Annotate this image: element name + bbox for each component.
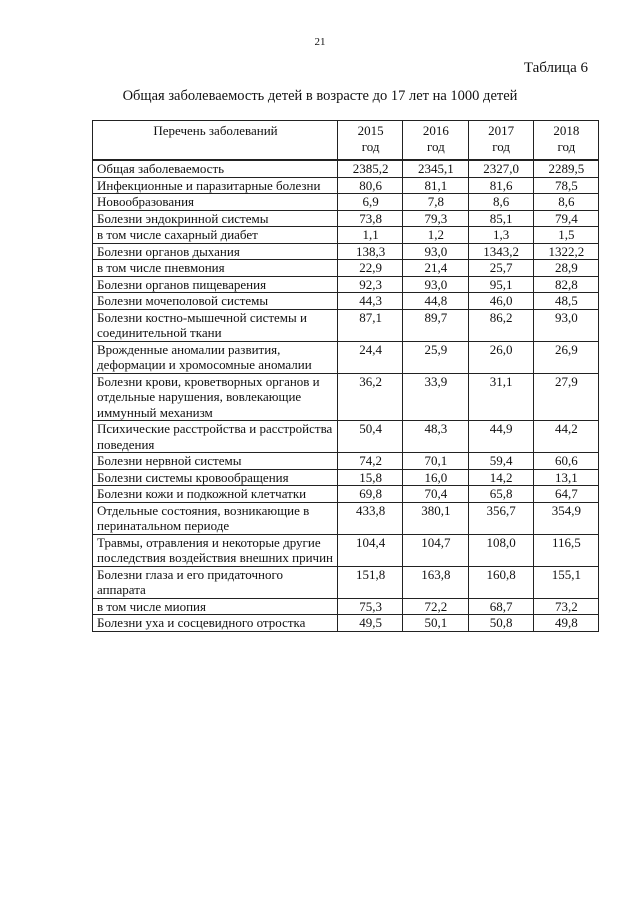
document-title: Общая заболеваемость детей в возрасте до 17 лет на 1000 детей [122,88,518,104]
row-value-2017: 81,6 [468,177,533,194]
row-value-2015: 6,9 [338,194,403,211]
row-value-2017: 8,6 [468,194,533,211]
row-value-2016: 48,3 [403,421,468,453]
table-row [93,534,599,566]
row-value-2018: 49,8 [533,615,598,632]
table-header-row [93,121,599,161]
row-value-2016: 81,1 [403,177,468,194]
row-value-2015: 24,4 [338,341,403,373]
row-value-2018: 60,6 [533,453,598,470]
row-value-2018: 64,7 [533,486,598,503]
row-value-2015: 138,3 [338,243,403,260]
row-value-2016: 33,9 [403,373,468,421]
row-value-2018: 27,9 [533,373,598,421]
row-value-2017: 68,7 [468,598,533,615]
row-value-2017: 50,8 [468,615,533,632]
row-value-2016: 44,8 [403,293,468,310]
row-disease-name: в том числе миопия [93,598,338,615]
column-header-2018 [533,121,598,161]
table-label: Таблица 6 [523,60,588,76]
row-value-2015: 87,1 [338,309,403,341]
row-disease-name: Болезни кожи и подкожной клетчатки [93,486,338,503]
row-disease-name: Общая заболеваемость [93,160,338,177]
row-value-2016: 93,0 [403,276,468,293]
row-value-2017: 59,4 [468,453,533,470]
row-value-2017: 25,7 [468,260,533,277]
column-header-disease-list: Перечень заболеваний [93,121,338,161]
row-value-2015: 92,3 [338,276,403,293]
row-value-2017: 44,9 [468,421,533,453]
header-unit: год [557,138,576,154]
page-number: 21 [314,36,326,48]
row-value-2018: 26,9 [533,341,598,373]
row-value-2015: 75,3 [338,598,403,615]
row-value-2016: 2345,1 [403,160,468,177]
row-disease-name: Болезни системы кровообращения [93,469,338,486]
row-value-2015: 69,8 [338,486,403,503]
row-disease-name: Отдельные состояния, возникающие в перинатальном периоде [93,502,338,534]
row-disease-name: в том числе сахарный диабет [93,227,338,244]
row-value-2017: 160,8 [468,566,533,598]
row-disease-name: Болезни крови, кроветворных органов и отдельные нарушения, вовлекающие иммунный механизм [93,373,338,421]
row-value-2018: 93,0 [533,309,598,341]
row-value-2018: 44,2 [533,421,598,453]
header-year: 2015 [357,123,384,138]
table-row [93,453,599,470]
row-value-2015: 104,4 [338,534,403,566]
row-value-2018: 116,5 [533,534,598,566]
row-disease-name: Новообразования [93,194,338,211]
table-row [93,341,599,373]
table-row [93,276,599,293]
row-value-2017: 1343,2 [468,243,533,260]
row-value-2016: 1,2 [403,227,468,244]
row-disease-name: Врожденные аномалии развития, деформации и хромосомные аномалии [93,341,338,373]
row-value-2016: 93,0 [403,243,468,260]
table-body [93,160,599,631]
row-value-2017: 95,1 [468,276,533,293]
row-value-2015: 50,4 [338,421,403,453]
row-value-2016: 104,7 [403,534,468,566]
row-disease-name: Болезни уха и сосцевидного отростка [93,615,338,632]
table-row [93,469,599,486]
row-value-2017: 108,0 [468,534,533,566]
row-value-2015: 74,2 [338,453,403,470]
row-value-2017: 26,0 [468,341,533,373]
row-disease-name: Болезни глаза и его придаточного аппарата [93,566,338,598]
row-value-2015: 1,1 [338,227,403,244]
morbidity-table [92,120,599,632]
row-value-2016: 380,1 [403,502,468,534]
header-year: 2018 [553,123,580,138]
row-value-2015: 15,8 [338,469,403,486]
header-unit: год [427,138,445,154]
row-value-2016: 21,4 [403,260,468,277]
row-value-2016: 72,2 [403,598,468,615]
table-row [93,177,599,194]
table-row [93,194,599,211]
row-value-2016: 79,3 [403,210,468,227]
row-value-2016: 163,8 [403,566,468,598]
row-value-2018: 8,6 [533,194,598,211]
row-value-2017: 85,1 [468,210,533,227]
row-value-2018: 155,1 [533,566,598,598]
row-disease-name: Болезни костно-мышечной системы и соединительной ткани [93,309,338,341]
row-disease-name: Болезни нервной системы [93,453,338,470]
row-value-2015: 36,2 [338,373,403,421]
row-value-2018: 1322,2 [533,243,598,260]
row-value-2017: 31,1 [468,373,533,421]
row-value-2017: 2327,0 [468,160,533,177]
table-row [93,502,599,534]
table-row [93,373,599,421]
table-row [93,293,599,310]
row-value-2018: 28,9 [533,260,598,277]
row-value-2016: 25,9 [403,341,468,373]
row-value-2015: 2385,2 [338,160,403,177]
table-row [93,243,599,260]
row-value-2016: 50,1 [403,615,468,632]
header-year: 2016 [422,123,449,138]
row-value-2018: 1,5 [533,227,598,244]
row-value-2017: 14,2 [468,469,533,486]
table-row [93,160,599,177]
row-value-2018: 79,4 [533,210,598,227]
header-year: 2017 [488,123,515,138]
row-value-2015: 44,3 [338,293,403,310]
row-disease-name: Болезни органов пищеварения [93,276,338,293]
row-value-2017: 65,8 [468,486,533,503]
row-disease-name: Инфекционные и паразитарные болезни [93,177,338,194]
column-header-2016 [403,121,468,161]
row-value-2016: 7,8 [403,194,468,211]
row-disease-name: Психические расстройства и расстройства поведения [93,421,338,453]
table-row [93,421,599,453]
row-value-2018: 82,8 [533,276,598,293]
row-value-2017: 46,0 [468,293,533,310]
column-header-2017 [468,121,533,161]
column-header-2015 [338,121,403,161]
row-value-2016: 16,0 [403,469,468,486]
table-row [93,615,599,632]
row-value-2018: 2289,5 [533,160,598,177]
table-row [93,260,599,277]
row-value-2018: 354,9 [533,502,598,534]
row-disease-name: Болезни органов дыхания [93,243,338,260]
row-value-2015: 433,8 [338,502,403,534]
row-value-2016: 70,4 [403,486,468,503]
header-unit: год [361,138,380,154]
row-value-2018: 78,5 [533,177,598,194]
row-disease-name: Болезни мочеполовой системы [93,293,338,310]
row-value-2015: 80,6 [338,177,403,194]
row-value-2015: 151,8 [338,566,403,598]
row-value-2015: 73,8 [338,210,403,227]
table-row [93,598,599,615]
row-value-2017: 1,3 [468,227,533,244]
row-value-2015: 22,9 [338,260,403,277]
table-row [93,210,599,227]
row-value-2018: 48,5 [533,293,598,310]
row-value-2017: 86,2 [468,309,533,341]
row-disease-name: в том числе пневмония [93,260,338,277]
table-row [93,566,599,598]
row-value-2017: 356,7 [468,502,533,534]
table-row [93,227,599,244]
row-value-2016: 89,7 [403,309,468,341]
row-value-2018: 73,2 [533,598,598,615]
table-row [93,486,599,503]
table-row [93,309,599,341]
row-value-2018: 13,1 [533,469,598,486]
row-value-2016: 70,1 [403,453,468,470]
row-disease-name: Болезни эндокринной системы [93,210,338,227]
row-disease-name: Травмы, отравления и некоторые другие последствия воздействия внешних причин [93,534,338,566]
row-value-2015: 49,5 [338,615,403,632]
header-unit: год [492,138,510,154]
